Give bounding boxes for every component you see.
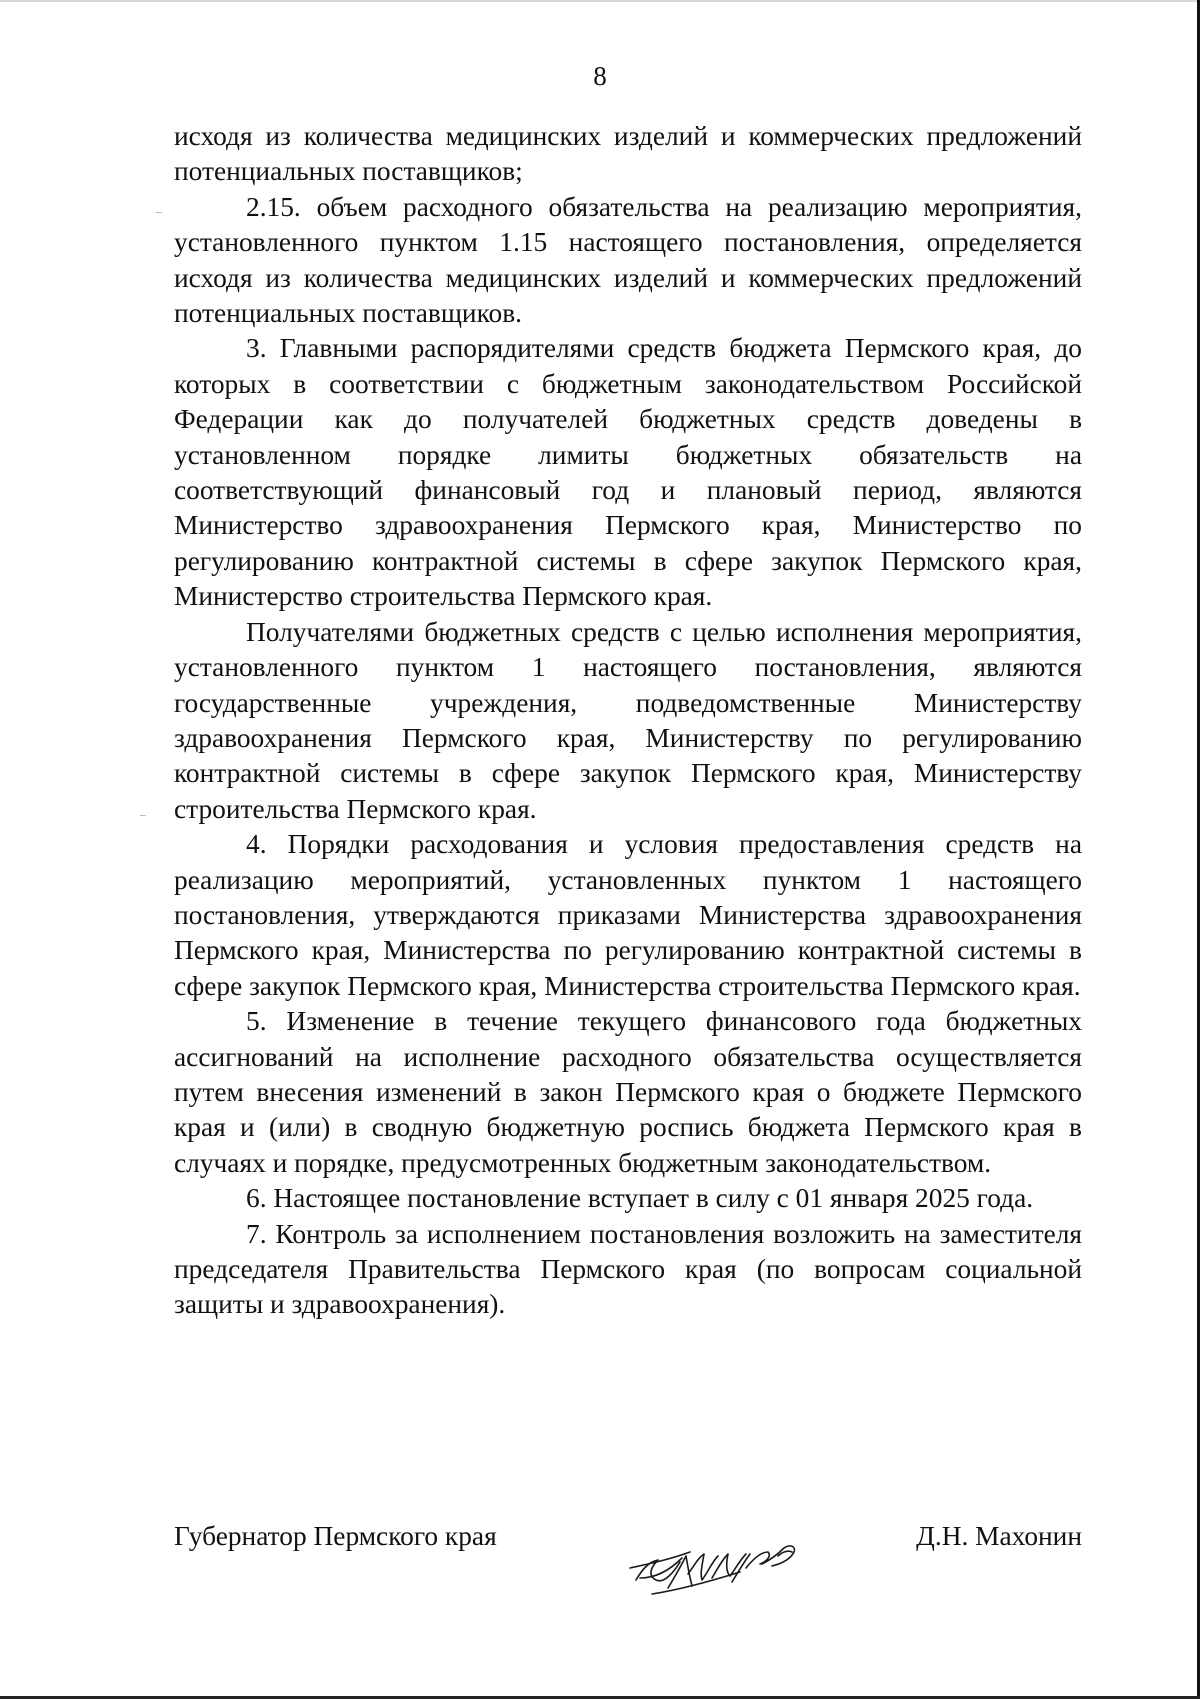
paragraph-clause-5: 5. Изменение в течение текущего финансового года бюджетных ассигнований на исполнение расходного обязательства осуществляется путем внесения изменений в закон Пермского края о бюджете Пермского края и (или) в сводную бюджетную роспись бюджета Пермского края в случаях и порядке, предусмотренных бюджетным законодательством. xyxy=(174,1006,1082,1178)
scan-speck xyxy=(140,815,146,816)
paragraph-clause-4: 4. Порядки расходования и условия предоставления средств на реализацию мероприятий, установленных пунктом 1 настоящего постановления, утверждаются приказами Министерства здравоохранения Пермского края, Министерства по регулированию контрактной системы в сфере закупок Пермского края, Министерства строительства Пермского края. xyxy=(174,829,1082,1001)
paragraph-recipients: Получателями бюджетных средств с целью исполнения мероприятия, установленного пунктом 1 настоящего постановления, являются государственные учреждения, подведомственные Министерству здравоохранения Пермского края, Министерству по регулированию контрактной системы в сфере закупок Пермского края, Министерству строительства Пермского края. xyxy=(174,616,1082,824)
paragraph-clause-6: 6. Настоящее постановление вступает в силу с 01 января 2025 года. xyxy=(246,1183,1034,1214)
paragraph-clause-3: 3. Главными распорядителями средств бюджета Пермского края, до которых в соответствии с бюджетным законодательством Российской Федерации как до получателей бюджетных средств доведены в установленном порядке лимиты бюджетных обязательств на соответствующий финансовый год и плановый период, являются Министерство здравоохранения Пермского края, Министерство по регулированию контрактной системы в сфере закупок Пермского края, Министерство строительства Пермского края. xyxy=(174,333,1082,612)
handwritten-signature xyxy=(628,1538,808,1602)
paragraph-clause-7: 7. Контроль за исполнением постановления возложить на заместителя председателя Правительства Пермского края (по вопросам социальной защиты и здравоохранения). xyxy=(174,1218,1082,1320)
signatory-name: Д.Н. Махонин xyxy=(916,1521,1082,1551)
page-number: 8 xyxy=(593,61,607,91)
scan-edge-top xyxy=(0,0,1200,2)
signatory-title: Губернатор Пермского края xyxy=(174,1521,497,1551)
document-body xyxy=(174,119,1082,1323)
scan-speck xyxy=(156,212,162,213)
paragraph-continuation: исходя из количества медицинских изделий и коммерческих предложений потенциальных поставщиков; xyxy=(174,121,1082,187)
paragraph-clause-2-15: 2.15. объем расходного обязательства на реализацию мероприятия, установленного пунктом 1.15 настоящего постановления, определяется исходя из количества медицинских изделий и коммерческих предложений потенциальных поставщиков. xyxy=(174,191,1082,329)
